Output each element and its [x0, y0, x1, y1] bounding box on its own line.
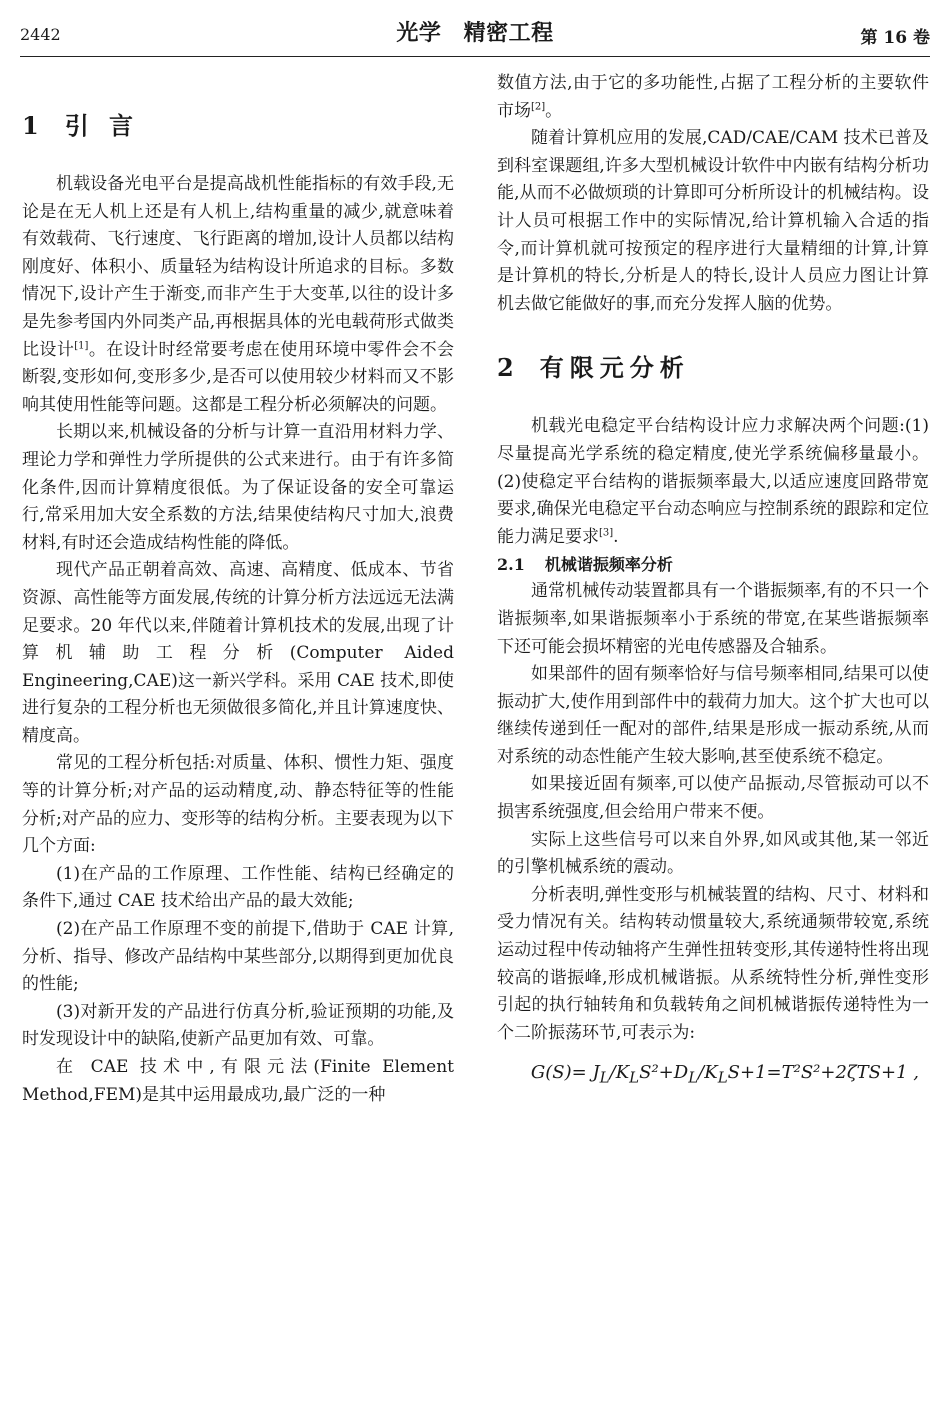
left-column	[22, 70, 454, 1109]
paragraph: 长期以来,机械设备的分析与计算一直沿用材料力学、理论力学和弹性力学所提供的公式来进行。由于有许多简化条件,因而计算精度很低。为了保证设备的安全可靠运行,常采用加大安全系数的方法,结果使结构尺寸加大,浪费材料,有时还会造成结构性能的降低。	[22, 422, 454, 553]
paragraph: 分析表明,弹性变形与机械装置的结构、尺寸、材料和受力情况有关。结构转动惯量较大,系统通频带较宽,系统运动过程中传动轴将产生弹性扭转变形,其传递特性将出现较高的谐振峰,形成机械谐振。从系统特性分析,弹性变形引起的执行轴转角和负载转角之间机械谐振传递特性为一个二阶振荡环节,可表示为:	[497, 884, 929, 1043]
right-column	[497, 70, 929, 1098]
section-2-heading: 2 有限元分析	[497, 353, 690, 383]
paragraph: 机载设备光电平台是提高战机性能指标的有效手段,无论是在无人机上还是有人机上,结构重量的减少,就意味着有效载荷、飞行速度、飞行距离的增加,设计人员都以结构刚度好、体积小、质量轻为结构设计所追求的目标。多数情况下,设计产生于渐变,而非产生于大变革,以往的设计多是先参考国内外同类产品,再根据具体的光电载荷形式做类比设计[1]。在设计时经常要考虑在使用环境中零件会不会断裂,变形如何,变形多少,是否可以使用较少材料而又不影响其使用性能等问题。这都是工程分析必须解决的问题。	[22, 174, 455, 415]
volume-label: 第 16 卷	[860, 28, 930, 48]
list-item: (2)在产品工作原理不变的前提下,借助于 CAE 计算,分析、指导、修改产品结构中某些部分,以期得到更加优良的性能;	[22, 919, 454, 995]
paragraph: 随着计算机应用的发展,CAD/CAE/CAM 技术已普及到科室课题组,许多大型机械设计软件中内嵌有结构分析功能,从而不必做烦琐的计算即可分析所设计的机械结构。设计人员可根据工作中的实际情况,给计算机输入合适的指令,而计算机就可按预定的程序进行大量精细的计算,计算是计算机的特长,分析是人的特长,设计人员应力图让计算机去做它能做好的事,而充分发挥人脑的优势。	[497, 128, 929, 314]
transfer-function-equation: $G(S)= J_L/K_LS^2+D_L/K_LS+1=T^2S^2+2\zeta TS+1$ ,	[530, 1062, 919, 1087]
citation: [1]	[74, 339, 89, 351]
list-item: (1)在产品的工作原理、工作性能、结构已经确定的条件下,通过 CAE 技术给出产品的最大效能;	[22, 863, 454, 912]
citation: [3]	[599, 527, 614, 539]
journal-title: 光学 精密工程	[396, 20, 554, 46]
paragraph: 在 CAE 技术中,有限元法(Finite Element Method,FEM)是其中运用最成功,最广泛的一种	[22, 1057, 454, 1105]
running-header	[20, 0, 930, 57]
citation: [2]	[531, 100, 546, 112]
paragraph: 机载光电稳定平台结构设计应力求解决两个问题:(1)尽量提高光学系统的稳定精度,使光学系统偏移量最小。(2)使稳定平台结构的谐振频率最大,以适应速度回路带宽要求,确保光电稳定平台动态响应与控制系统的跟踪和定位能力满足要求[3].	[497, 416, 929, 547]
paragraph: 通常机械传动装置都具有一个谐振频率,有的不只一个谐振频率,如果谐振频率小于系统的带宽,在某些谐振频率下还可能会损坏精密的光电传感器及合轴系。	[497, 581, 929, 657]
list-item: (3)对新开发的产品进行仿真分析,验证预期的功能,及时发现设计中的缺陷,使新产品更加有效、可靠。	[22, 1001, 454, 1050]
paragraph: 常见的工程分析包括:对质量、体积、惯性力矩、强度等的计算分析;对产品的运动精度,动、静态特征等的性能分析;对产品的应力、变形等的结构分析。主要表现为以下几个方面:	[22, 753, 454, 857]
paragraph: 如果部件的固有频率恰好与信号频率相同,结果可以使振动扩大,使作用到部件中的载荷力加大。这个扩大也可以继续传递到任一配对的部件,结果是形成一振动系统,从而对系统的动态性能产生较大影响,甚至使系统不稳定。	[497, 664, 929, 767]
paragraph: 实际上这些信号可以来自外界,如风或其他,某一邻近的引擎机械系统的震动。	[497, 829, 929, 878]
subsection-2-1-heading: 2.1 机械谐振频率分析	[497, 555, 673, 575]
paragraph: 数值方法,由于它的多功能性,占据了工程分析的主要软件市场[2]。	[497, 73, 929, 121]
section-1-heading: 1 引 言	[22, 111, 140, 140]
page-number: 2442	[20, 25, 61, 44]
paragraph: 现代产品正朝着高效、高速、高精度、低成本、节省资源、高性能等方面发展,传统的计算分析方法远远无法满足要求。20 年代以来,伴随着计算机技术的发展,出现了计算机辅助工程分析(Computer Aided Engineering,CAE)这一新兴学科。采用 CAE 技术,即使进行复杂的工程分析也无须做很多简化,并且计算速度快、精度高。	[22, 560, 454, 746]
paragraph: 如果接近固有频率,可以使产品振动,尽管振动可以不损害系统强度,但会给用户带来不便。	[497, 774, 929, 823]
